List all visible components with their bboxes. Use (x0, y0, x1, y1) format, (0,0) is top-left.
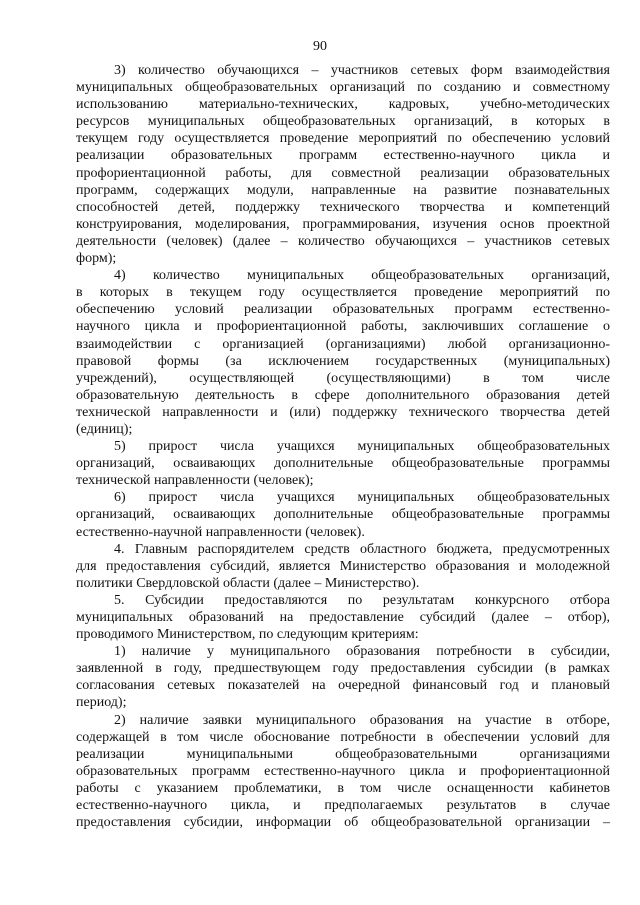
text-line: политики Свердловской области (далее – Министерство). (76, 575, 420, 591)
text-line: организаций, осваивающих дополнительные общеобразовательные программы (76, 456, 610, 472)
text-line: 2) наличие заявки муниципального образования на участие в отборе, (114, 712, 610, 728)
text-line: научного цикла и профориентационной работы, заключивших соглашение о (76, 319, 610, 335)
paragraph (76, 489, 610, 540)
text-line: технической направленности (человек); (76, 473, 314, 489)
text-line: конструирования, моделирования, программирования, изучения основ проектной (76, 216, 610, 232)
text-line: деятельности (человек) (далее – количество обучающихся – участников сетевых (76, 233, 610, 249)
text-line: учреждений), осуществляющей (осуществляющими) в том числе (76, 370, 610, 386)
text-line: 6) прирост числа учащихся муниципальных общеобразовательных (114, 490, 610, 506)
document-body (76, 62, 610, 831)
text-line: образовательных программ естественно-научного цикла и профориентационной (76, 763, 610, 779)
text-line: 5. Субсидии предоставляются по результатам конкурсного отбора (114, 592, 610, 608)
paragraph (76, 541, 610, 592)
text-line: естественно-научного цикла, и предполагаемых результатов в случае (76, 798, 610, 814)
text-line: взаимодействии с организацией (организациями) любой организационно- (76, 336, 610, 352)
text-line: проводимого Министерством, по следующим критериям: (76, 627, 419, 643)
text-line: образовательную деятельность в сфере дополнительного образования детей (76, 387, 610, 403)
text-line: работы с указанием проблематики, в том числе оснащенности кабинетов (76, 780, 610, 796)
paragraph (76, 438, 610, 489)
text-line: период); (76, 695, 127, 711)
text-line: (единиц); (76, 421, 133, 437)
text-line: ресурсов муниципальных общеобразовательных организаций, в которых в (76, 114, 610, 130)
text-line: правовой формы (за исключением государственных (муниципальных) (76, 353, 610, 369)
text-line: организаций, осваивающих дополнительные общеобразовательные программы (76, 507, 610, 523)
text-line: предоставления субсидии, информации об общеобразовательной организации – (76, 815, 610, 831)
text-line: для предоставления субсидий, является Министерство образования и молодежной (76, 558, 610, 574)
text-line: 5) прирост числа учащихся муниципальных общеобразовательных (114, 439, 610, 455)
text-line: использованию материально-технических, кадровых, учебно-методических (76, 97, 610, 113)
text-line: заявленной в году, предшествующем году предоставления субсидии (в рамках (76, 661, 610, 677)
paragraph (76, 62, 610, 267)
text-line: реализации образовательных программ естественно-научного цикла и (76, 148, 610, 164)
text-line: форм); (76, 251, 117, 267)
text-line: муниципальных общеобразовательных организаций по созданию и совместному (76, 80, 610, 96)
paragraph (76, 643, 610, 711)
text-line: содержащей в том числе обоснование потребности в обеспечении условий для (76, 729, 610, 745)
paragraph (76, 592, 610, 643)
paragraph (76, 712, 610, 832)
text-line: реализации муниципальными общеобразовательными организациями (76, 746, 610, 762)
text-line: текущем году осуществляется проведение мероприятий по обеспечению условий (76, 131, 610, 147)
text-line: технической направленности и (или) поддержку технического творчества детей (76, 404, 610, 420)
text-line: 3) количество обучающихся – участников сетевых форм взаимодействия (114, 63, 610, 78)
text-line: муниципальных образований на предоставление субсидий (далее – отбор), (76, 610, 610, 625)
text-line: программ, содержащих модули, направленные на развитие познавательных (76, 182, 610, 198)
page-number: 90 (313, 39, 327, 54)
text-line: 1) наличие у муниципального образования потребности в субсидии, (114, 644, 610, 660)
text-line: естественно-научной направленности (человек). (76, 524, 365, 540)
text-line: обеспечению условий реализации образовательных программ естественно- (76, 302, 610, 318)
text-line: в которых в текущем году осуществляется проведение мероприятий по (76, 285, 610, 301)
text-line: 4) количество муниципальных общеобразовательных организаций, (114, 268, 610, 284)
text-line: 4. Главным распорядителем средств областного бюджета, предусмотренных (114, 541, 610, 557)
paragraph (76, 267, 610, 438)
text-line: согласования сетевых показателей на очередной финансовый год и плановый (76, 678, 610, 694)
text-line: способностей детей, поддержку технического творчества и компетенций (76, 199, 610, 215)
text-line: профориентационной работы, для совместной реализации образовательных (76, 165, 610, 181)
